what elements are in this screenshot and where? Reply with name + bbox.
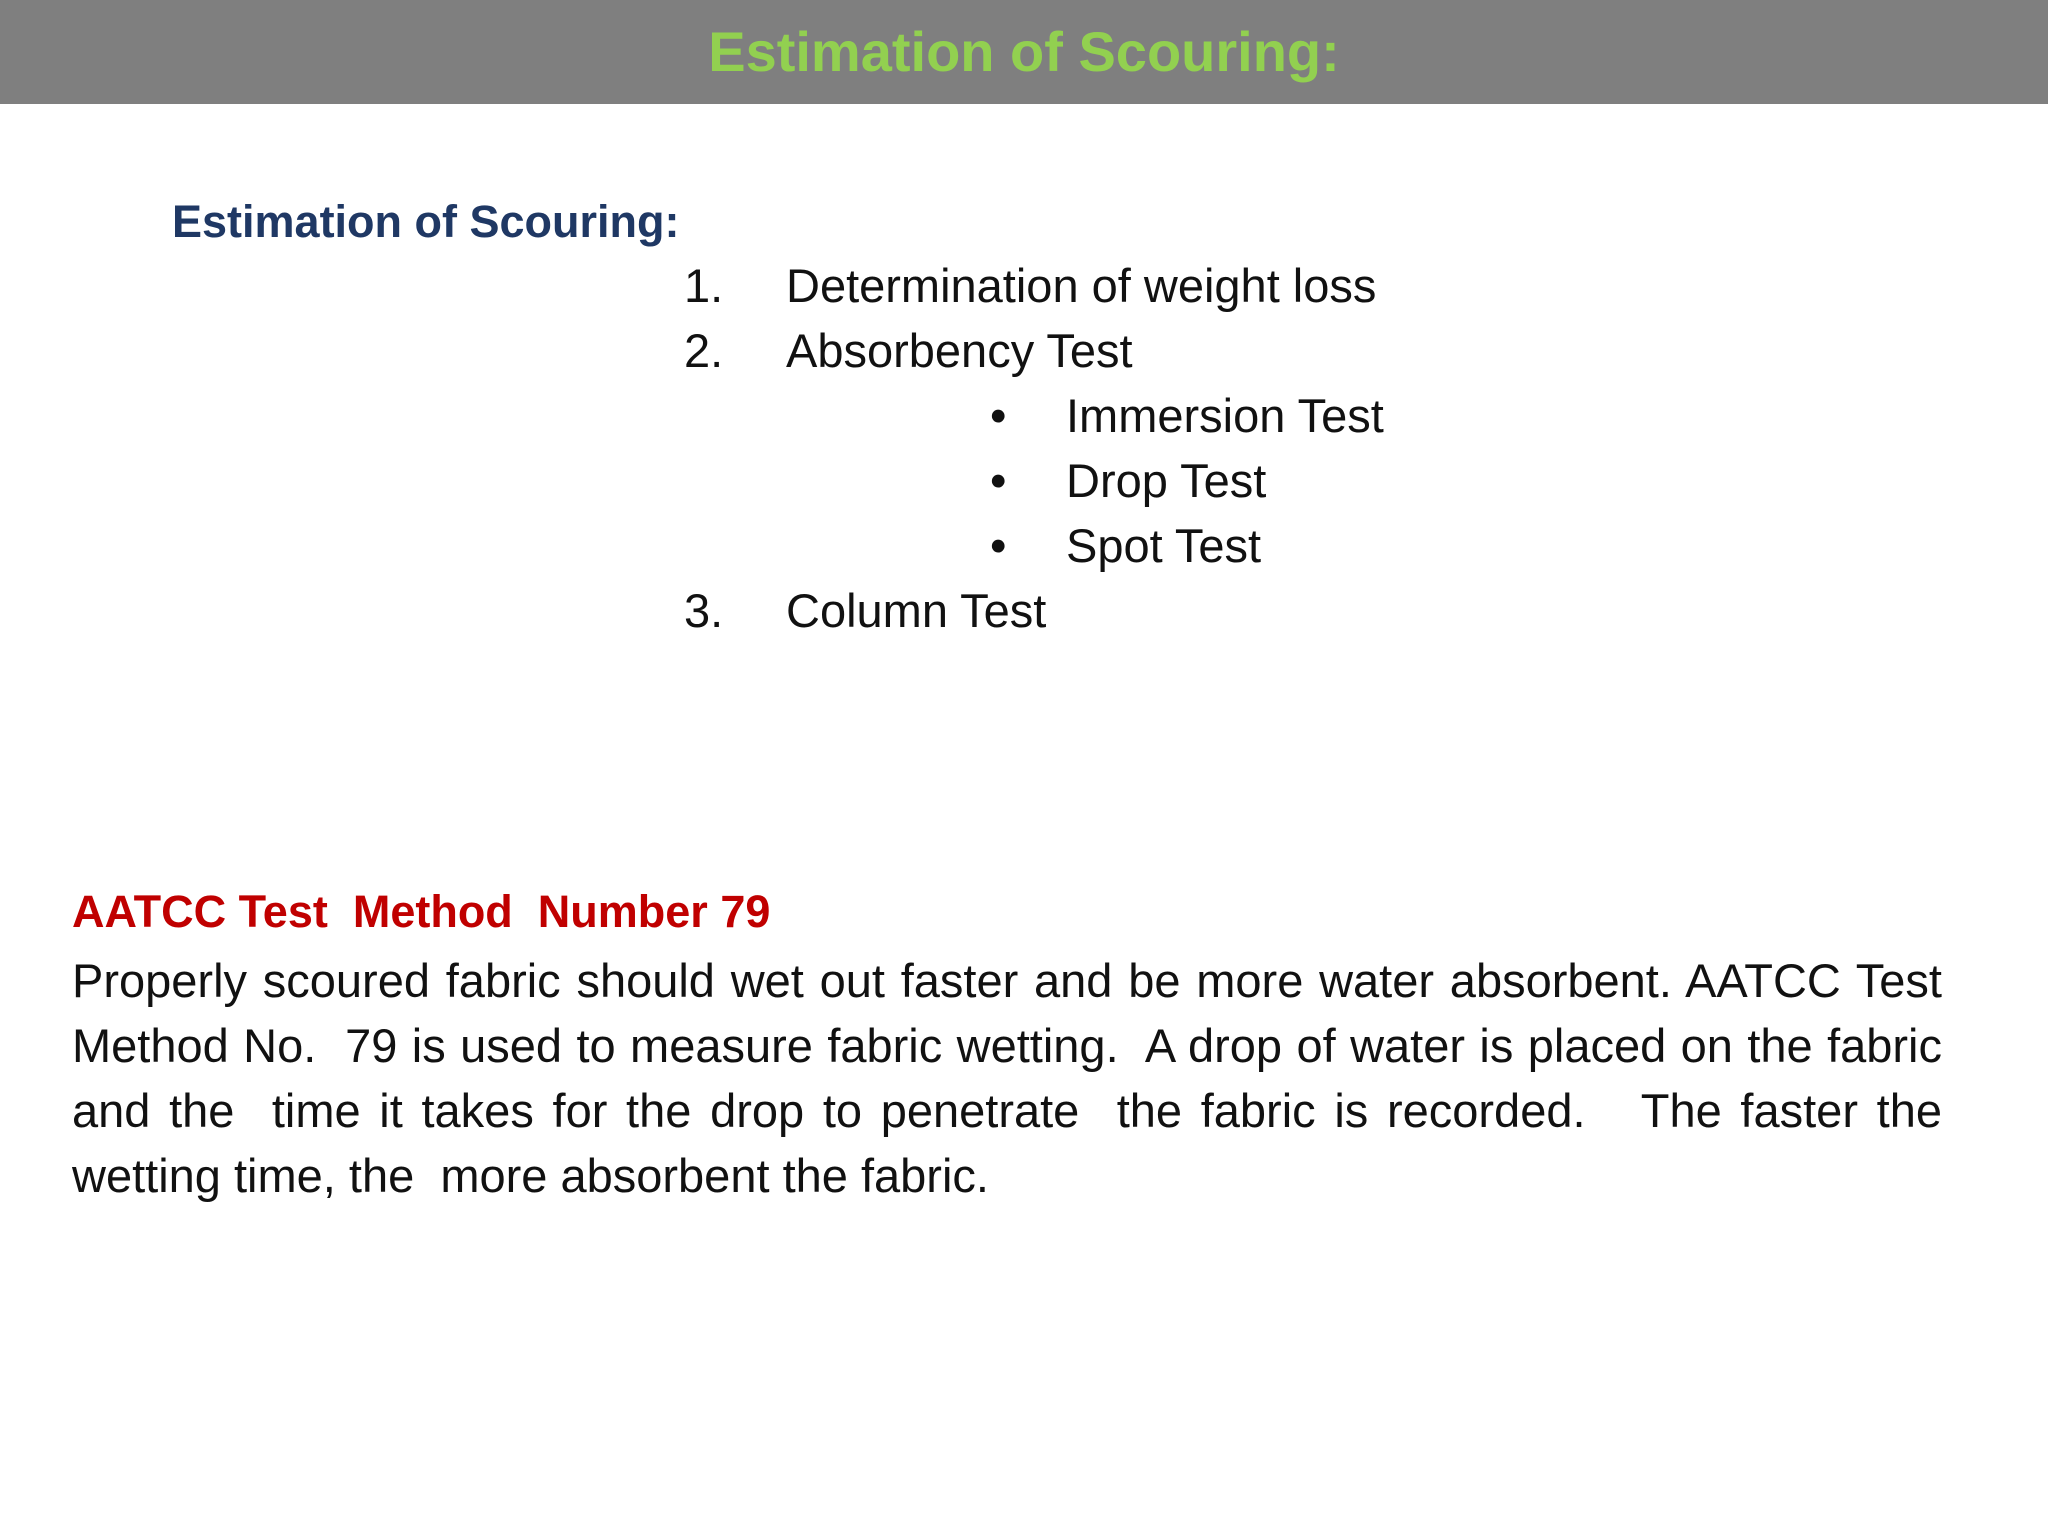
numbered-marker: 2. — [684, 324, 724, 377]
numbered-item-text: Determination of weight loss — [786, 259, 1377, 312]
numbered-item-text: Absorbency Test — [786, 324, 1133, 377]
bullet-item-text: Immersion Test — [1066, 389, 1384, 442]
bullet-item-text: Drop Test — [1066, 454, 1267, 507]
method-heading: AATCC Test Method Number 79 — [72, 886, 771, 937]
bullet-item-text: Spot Test — [1066, 519, 1262, 572]
bullet-marker: • — [990, 519, 1007, 572]
numbered-item-text: Column Test — [786, 584, 1047, 637]
numbered-marker: 1. — [684, 259, 724, 312]
section-subheading: Estimation of Scouring: — [172, 196, 680, 247]
bullet-marker: • — [990, 454, 1007, 507]
bullet-marker: • — [990, 389, 1007, 442]
slide-title: Estimation of Scouring: — [708, 20, 1340, 83]
numbered-marker: 3. — [684, 584, 724, 637]
method-paragraph: Properly scoured fabric should wet out faster and be more water absorbent. AATCC Test Method No. 79 is used to measure fabric wetting. A drop of water is placed on the fabric and the time it takes for the drop to penetrate the fabric is recorded. The faster the wetting time, the more absorbent the fabric. — [72, 954, 1956, 1202]
